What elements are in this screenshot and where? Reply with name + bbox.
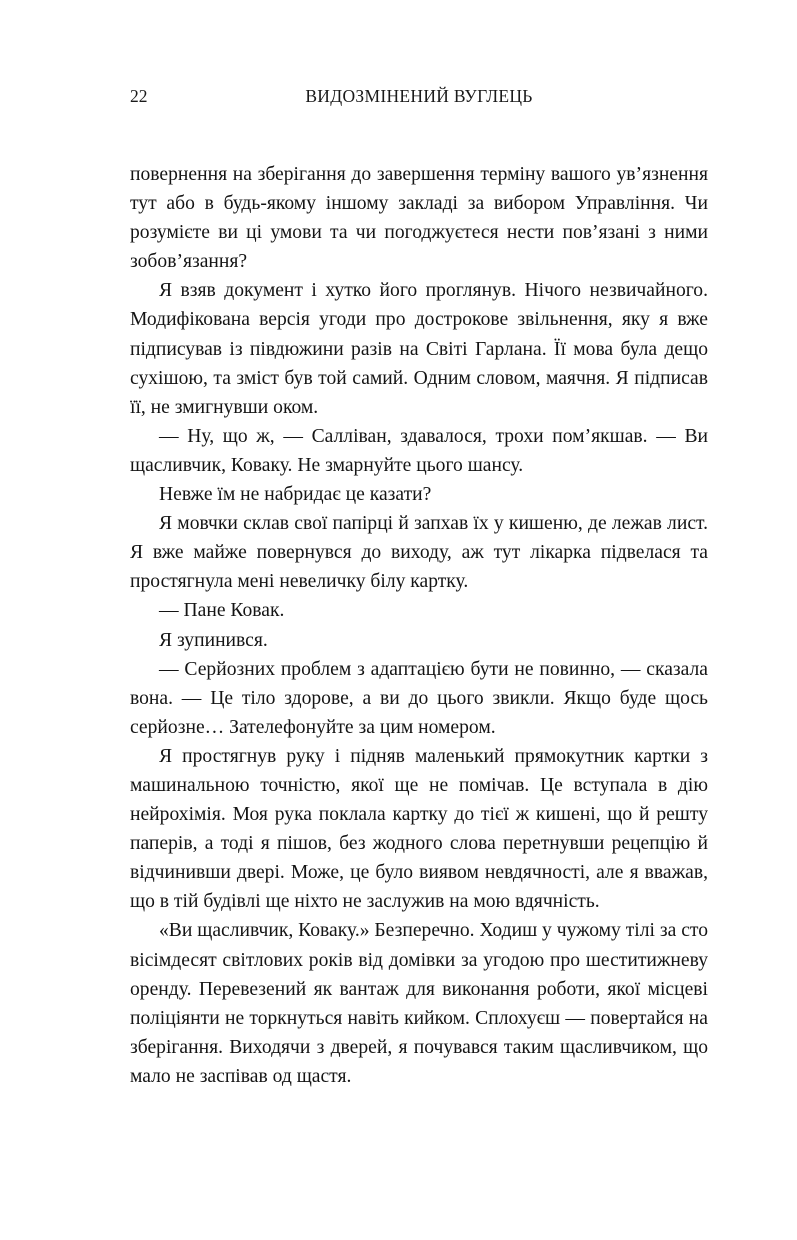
dialogue-paragraph: — Серйозних проблем з адаптацією бути не повинно, — сказала вона. — Це тіло здорове, а ви до цього звикли. Якщо буде щось серйозне… Зателефонуйте за цим номером. bbox=[130, 658, 708, 738]
paragraph: Я взяв документ і хутко його проглянув. Нічого незвичайного. Модифікована версія угоди про дострокове звільнення, яку я вже підписував із півдюжини разів на Світі Гарлана. Її мова була дещо сухішою, та зміст був той самий. Одним словом, маячня. Я підписав її, не змигнувши оком. bbox=[130, 280, 708, 418]
page-header bbox=[130, 86, 708, 110]
dialogue-paragraph: — Пане Ковак. bbox=[159, 600, 285, 622]
paragraph-continued: повернення на зберігання до завершення терміну вашого ув’язнення тут або в будь-якому іншому закладі за вибором Управління. Чи розумієте ви ці умови та чи погоджуєтеся нести пов’язані з ними зобов’язання? bbox=[130, 164, 708, 273]
paragraph: «Ви щасливчик, Коваку.» Безперечно. Ходиш у чужому тілі за сто вісімдесят світлових років від домівки за угодою про шеститижневу оренду. Перевезений як вантаж для виконання роботи, якої місцеві поліціянти не торкнуться навіть кийком. Сплохуєш — повертайся на зберігання. Виходячи з дверей, я почувався таким щасливчиком, що мало не заспівав од щастя. bbox=[130, 920, 708, 1087]
running-title: ВИДОЗМІНЕНИЙ ВУГЛЕЦЬ bbox=[305, 86, 533, 106]
body-text bbox=[130, 160, 708, 1091]
paragraph: Я простягнув руку і підняв маленький прямокутник картки з машинальною точністю, якої ще не помічав. Це вступала в дію нейрохімія. Моя рука поклала картку до тієї ж кишені, що й решту паперів, а тоді я пішов, без жодного слова перетнувши рецепцію й відчинивши двері. Може, це було виявом невдячності, але я вважав, що в тій будівлі ще ніхто не заслужив на мою вдячність. bbox=[130, 745, 708, 913]
paragraph: Я зупинився. bbox=[159, 629, 268, 651]
paragraph: Я мовчки склав свої папірці й запхав їх у кишеню, де лежав лист. Я вже майже повернувся до виходу, аж тут лікарка підвелася та простягнула мені невеличку білу картку. bbox=[130, 513, 708, 593]
page-number: 22 bbox=[130, 86, 148, 106]
paragraph: Невже їм не набридає це казати? bbox=[159, 484, 432, 506]
dialogue-paragraph: — Ну, що ж, — Салліван, здавалося, трохи пом’якшав. — Ви щасливчик, Коваку. Не змарнуйте цього шансу. bbox=[130, 425, 708, 476]
